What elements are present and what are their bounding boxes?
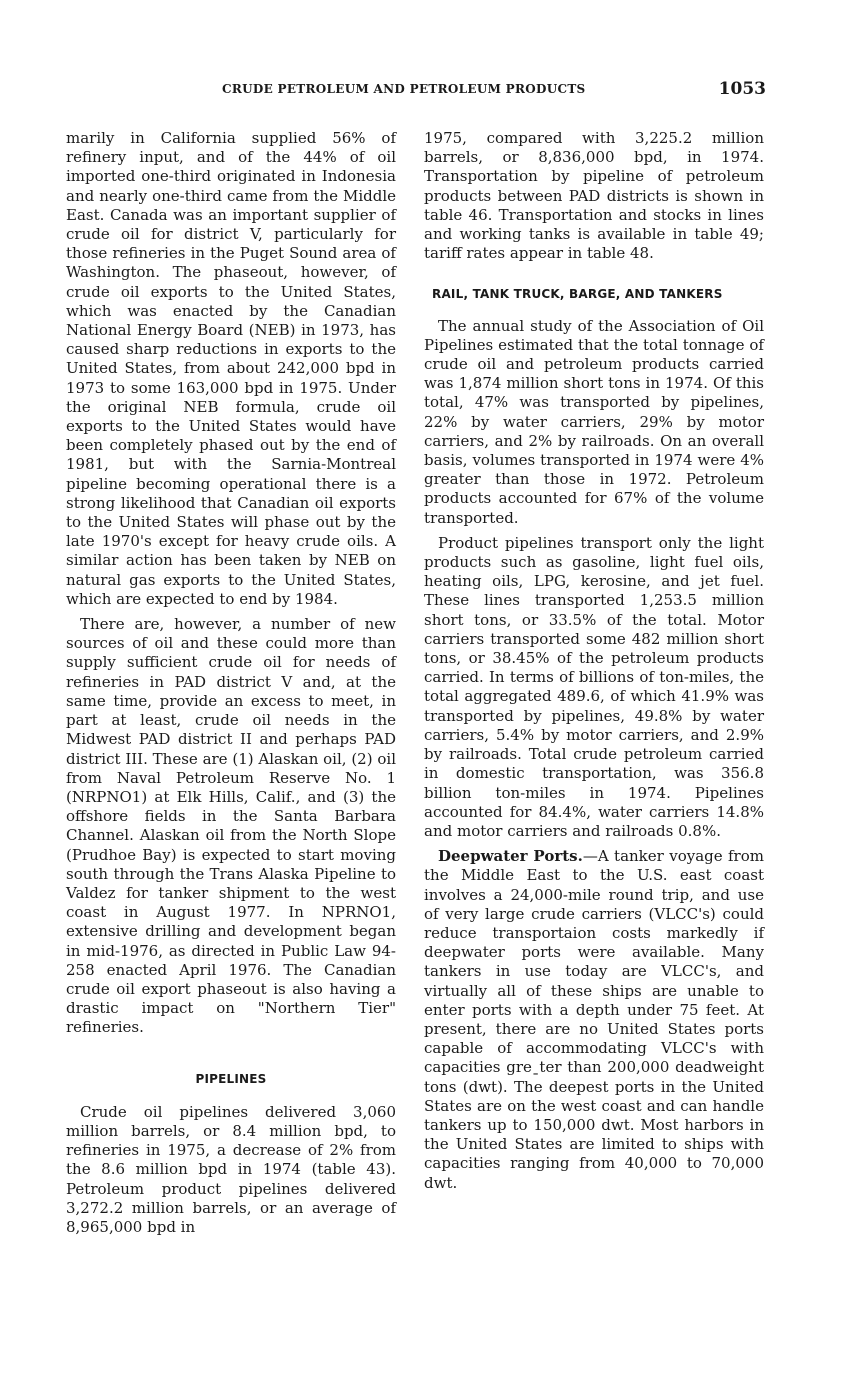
deepwater-ports-text: —A tanker voyage from the Middle East to the U.S. east coast involves a 24,000-mile round trip, and use of very large crude carriers (VLCC's) could reduce transportaion costs markedly if deepwater ports were available. Many tankers in use today are VLCC's, and virtually all of these ships are unable to enter ports with a depth under 75 feet. At present, there are no United States ports capable of accommodating VLCC's with capacities greˍter than 200,000 deadweight tons (dwt). The deepest ports in the United States are on the west coast and can handle tankers up to 150,000 dwt. Most harbors in the United States are limited to ships with capacities ranging from 40,000 to 70,000 dwt. xyxy=(424,847,764,1192)
left-column xyxy=(66,129,396,1237)
paragraph-product-pipelines: Product pipelines transport only the light products such as gasoline, light fuel oils, heating oils, LPG, kerosine, and jet fuel. These lines transported 1,253.5 million short tons, or 33.5% of the total. Motor carriers transported some 482 million short tons, or 38.45% of the petroleum products carried. In terms of billions of ton-miles, the total aggregated 489.6, of which 41.9% was transported by pipelines, 49.8% by water carriers, 5.4% by motor carriers, and 2.9% by railroads. Total crude petroleum carried in domestic transportation, was 356.8 billion ton-miles in 1974. Pipelines accounted for 84.4%, water carriers 14.8% and motor carriers and railroads 0.8%. xyxy=(424,533,764,840)
paragraph-annual-study: The annual study of the Association of Oil Pipelines estimated that the total tonnage of crude oil and petroleum products carried was 1,874 million short tons in 1974. Of this total, 47% was transported by pipelines, 22% by water carriers, 29% by motor carriers, and 2% by railroads. On an overall basis, volumes transported in 1974 were 4% greater than those in 1972. Petroleum products accounted for 67% of the volume transported. xyxy=(424,316,764,527)
paragraph-pipelines-continued: 1975, compared with 3,225.2 million barrels, or 8,836,000 bpd, in 1974. Transportation by pipeline of petroleum products between PAD districts is shown in table 46. Transportation and stocks in lines and working tanks is available in table 49; tariff rates appear in table 48. xyxy=(424,129,764,263)
paragraph-refinery-input: marily in California supplied 56% of refinery input, and of the 44% of oil imported one-third originated in Indonesia and nearly one-third came from the Middle East. Canada was an important supplier of crude oil for district V, particularly for those refineries in the Puget Sound area of Washington. The phaseout, however, of crude oil exports to the United States, which was enacted by the Canadian National Energy Board (NEB) in 1973, has caused sharp reductions in exports to the United States, from about 242,000 bpd in 1973 to some 163,000 bpd in 1975. Under the original NEB formula, crude oil exports to the United States would have been completely phased out by the end of 1981, but with the Sarnia-Montreal pipeline becoming operational there is a strong likelihood that Canadian oil exports to the United States will phase out by the late 1970's except for heavy crude oils. A similar action has been taken by NEB on natural gas exports to the United States, which are expected to end by 1984. xyxy=(66,129,396,608)
run-in-heading-deepwater-ports: Deepwater Ports. xyxy=(438,847,583,866)
running-header xyxy=(222,80,770,102)
section-heading-pipelines: PIPELINES xyxy=(195,1071,267,1086)
right-column xyxy=(424,129,764,1193)
page-number: 1053 xyxy=(718,79,766,99)
paragraph-new-sources: There are, however, a number of new sources of oil and these could more than supply sufficient crude oil for needs of refineries in PAD district V and, at the same time, provide an excess to meet, in part at least, crude oil needs in the Midwest PAD district II and perhaps PAD district III. These are (1) Alaskan oil, (2) oil from Naval Petroleum Reserve No. 1 (NRPNO1) at Elk Hills, Calif., and (3) the offshore fields in the Santa Barbara Channel. Alaskan oil from the North Slope (Prudhoe Bay) is expected to start moving south through the Trans Alaska Pipeline to Valdez for tanker shipment to the west coast in August 1977. In NPRNO1, extensive drilling and development began in mid-1976, as directed in Public Law 94-258 enacted April 1976. The Canadian crude oil export phaseout is also having a drastic impact on "Northern Tier" refineries. xyxy=(66,615,396,1037)
section-heading-rail-tank-truck: RAIL, TANK TRUCK, BARGE, AND TANKERS xyxy=(432,287,723,302)
paragraph-pipelines: Crude oil pipelines delivered 3,060 million barrels, or 8.4 million bpd, to refineries in 1975, a decrease of 2% from the 8.6 million bpd in 1974 (table 43). Petroleum product pipelines delivered 3,272.2 million barrels, or an average of 8,965,000 bpd in xyxy=(66,1102,396,1236)
running-title: CRUDE PETROLEUM AND PETROLEUM PRODUCTS xyxy=(222,82,586,96)
paragraph-deepwater-ports xyxy=(424,847,764,1193)
